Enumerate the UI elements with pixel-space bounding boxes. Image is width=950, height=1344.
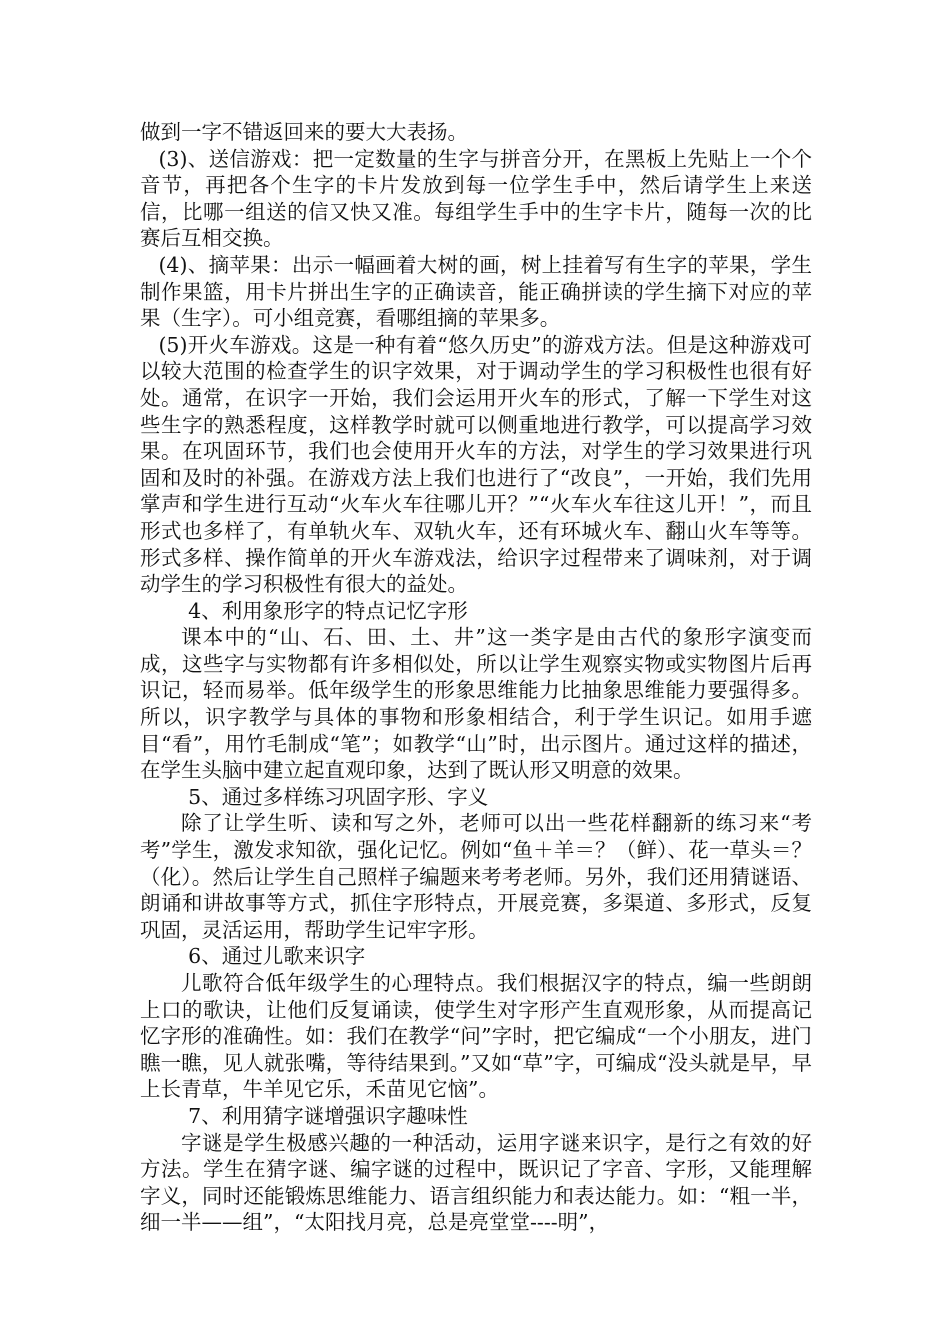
section-heading-5: 5、通过多样练习巩固字形、字义 — [188, 784, 489, 809]
section-heading-7: 7、利用猜字谜增强识字趣味性 — [188, 1103, 468, 1128]
document-body — [140, 119, 812, 1236]
paragraph-section-6: 儿歌符合低年级学生的心理特点。我们根据汉字的特点，编一些朗朗上口的歌诀，让他们反复诵读，使学生对字形产生直观形象，从而提高记忆字形的准确性。如：我们在教学“问”字时，把它编成“一个小朋友，进门瞧一瞧，见人就张嘴，等待结果到。”又如“草”字，可编成“没头就是早，早上长青草，牛羊见它乐，禾苗见它恼”。 — [140, 971, 812, 1102]
paragraph-section-4: 课本中的“山、石、田、土、井”这一类字是由古代的象形字演变而成，这些字与实物都有许多相似处，所以让学生观察实物或实物图片后再识记，轻而易举。低年级学生的形象思维能力比抽象思维能力要强得多。所以，识字教学与具体的事物和形象相结合，利于学生识记。如用手遮目“看”，用竹毛制成“笔”；如教学“山”时，出示图片。通过这样的描述，在学生头脑中建立起直观印象，达到了既认形又明意的效果。 — [140, 625, 812, 783]
paragraph-continuation: 做到一字不错返回来的要大大表扬。 — [140, 120, 468, 144]
paragraph-item-4: (4)、摘苹果：出示一幅画着大树的画，树上挂着写有生字的苹果，学生制作果篮，用卡片拼出生字的正确读音，能正确拼读的学生摘下对应的苹果（生字）。可小组竞赛，看哪组摘的苹果多。 — [140, 252, 812, 331]
paragraph-section-7: 字谜是学生极感兴趣的一种活动，运用字谜来识字，是行之有效的好方法。学生在猜字谜、编字谜的过程中，既识记了字音、字形，又能理解字义，同时还能锻炼思维能力、语言组织能力和表达能力。如：“粗一半，细一半——组”，“太阳找月亮，总是亮堂堂----明”， — [140, 1130, 812, 1235]
section-heading-4: 4、利用象形字的特点记忆字形 — [188, 598, 468, 623]
section-heading-6: 6、通过儿歌来识字 — [188, 944, 366, 969]
paragraph-section-5: 除了让学生听、读和写之外，老师可以出一些花样翻新的练习来“考考”学生，激发求知欲，强化记忆。例如“鱼＋羊＝？（鲜）、花一草头＝？（化）。然后让学生自己照样子编题来考考老师。另外，我们还用猜谜语、朗诵和讲故事等方式，抓住字形特点，开展竞赛，多渠道、多形式，反复巩固，灵活运用，帮助学生记牢字形。 — [140, 811, 812, 942]
paragraph-item-3: (3)、送信游戏：把一定数量的生字与拼音分开，在黑板上先贴上一个个音节，再把各个生字的卡片发放到每一位学生手中，然后请学生上来送信，比哪一组送的信又快又准。每组学生手中的生字卡片，随每一次的比赛后互相交换。 — [140, 146, 812, 251]
paragraph-item-5: (5)开火车游戏。这是一种有着“悠久历史”的游戏方法。但是这种游戏可以较大范围的检查学生的识字效果，对于调动学生的学习积极性也很有好处。通常，在识字一开始，我们会运用开火车的形式，了解一下学生对这些生字的熟悉程度，这样教学时就可以侧重地进行教学，可以提高学习效果。在巩固环节，我们也会使用开火车的方法，对学生的学习效果进行巩固和及时的补强。在游戏方法上我们也进行了“改良”，一开始，我们先用掌声和学生进行互动“火车火车往哪儿开？”“火车火车往这儿开！”，而且形式也多样了，有单轨火车、双轨火车，还有环城火车、翻山火车等等。形式多样、操作简单的开火车游戏法，给识字过程带来了调味剂，对于调动学生的学习积极性有很大的益处。 — [140, 332, 812, 597]
